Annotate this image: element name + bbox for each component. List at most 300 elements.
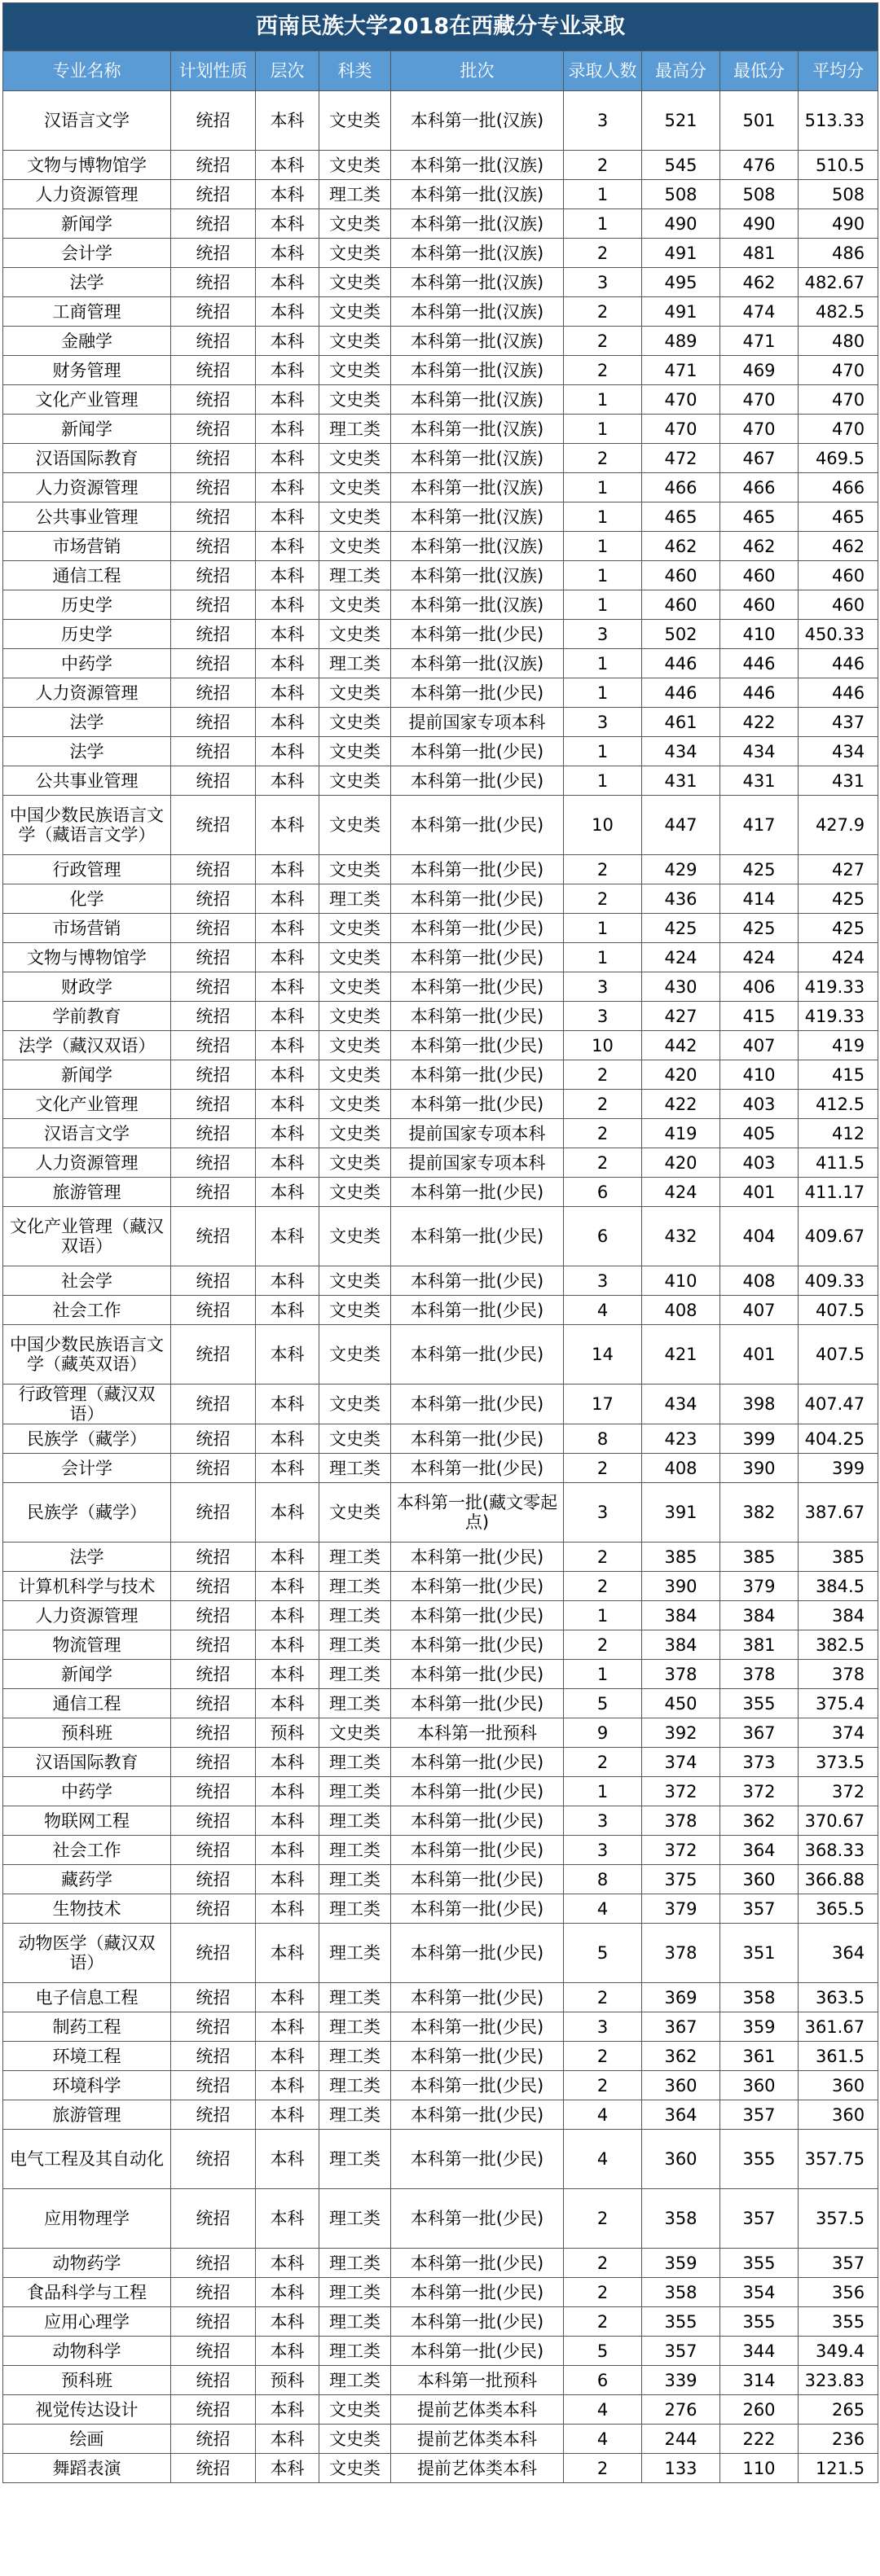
cell-avg-score: 374 <box>799 1718 878 1748</box>
cell-max-score: 408 <box>642 1454 720 1483</box>
cell-plan-type: 统招 <box>171 209 256 239</box>
cell-max-score: 358 <box>642 2189 720 2249</box>
cell-max-score: 244 <box>642 2425 720 2454</box>
cell-category: 文史类 <box>319 1266 391 1296</box>
cell-max-score: 360 <box>642 2130 720 2189</box>
cell-admitted-count: 2 <box>564 239 642 268</box>
cell-avg-score: 236 <box>799 2425 878 2454</box>
cell-plan-type: 统招 <box>171 385 256 415</box>
cell-max-score: 372 <box>642 1836 720 1865</box>
cell-min-score: 474 <box>720 297 799 327</box>
cell-major-name: 汉语国际教育 <box>3 444 171 473</box>
cell-min-score: 372 <box>720 1777 799 1806</box>
cell-level: 本科 <box>256 532 319 561</box>
cell-plan-type: 统招 <box>171 1630 256 1660</box>
cell-plan-type: 统招 <box>171 2012 256 2042</box>
cell-major-name: 文物与博物馆学 <box>3 943 171 972</box>
cell-admitted-count: 3 <box>564 1483 642 1543</box>
cell-min-score: 222 <box>720 2425 799 2454</box>
cell-plan-type: 统招 <box>171 297 256 327</box>
cell-admitted-count: 6 <box>564 1178 642 1207</box>
cell-batch: 本科第一批(汉族) <box>391 649 564 678</box>
cell-avg-score: 412.5 <box>799 1090 878 1119</box>
table-row <box>3 2307 878 2337</box>
cell-avg-score: 434 <box>799 737 878 766</box>
table-row <box>3 1148 878 1178</box>
cell-admitted-count: 10 <box>564 1031 642 1060</box>
cell-plan-type: 统招 <box>171 590 256 620</box>
cell-category: 文史类 <box>319 708 391 737</box>
cell-admitted-count: 2 <box>564 855 642 884</box>
column-header-avg-score: 平均分 <box>799 51 878 91</box>
cell-plan-type: 统招 <box>171 1266 256 1296</box>
cell-batch: 本科第一批(少民) <box>391 766 564 796</box>
cell-plan-type: 统招 <box>171 1689 256 1718</box>
cell-admitted-count: 5 <box>564 1924 642 1983</box>
cell-min-score: 460 <box>720 561 799 590</box>
cell-category: 理工类 <box>319 1689 391 1718</box>
header-row <box>3 51 878 91</box>
cell-avg-score: 365.5 <box>799 1894 878 1924</box>
cell-category: 文史类 <box>319 1090 391 1119</box>
cell-plan-type: 统招 <box>171 561 256 590</box>
cell-min-score: 358 <box>720 1983 799 2012</box>
cell-major-name: 应用心理学 <box>3 2307 171 2337</box>
table-row <box>3 1060 878 1090</box>
cell-max-score: 446 <box>642 678 720 708</box>
table-row <box>3 2012 878 2042</box>
cell-major-name: 民族学（藏学） <box>3 1424 171 1454</box>
cell-max-score: 495 <box>642 268 720 297</box>
cell-category: 理工类 <box>319 2307 391 2337</box>
cell-plan-type: 统招 <box>171 943 256 972</box>
cell-major-name: 预科班 <box>3 2366 171 2395</box>
cell-admitted-count: 3 <box>564 268 642 297</box>
cell-batch: 本科第一批(少民) <box>391 2071 564 2100</box>
cell-level: 本科 <box>256 2425 319 2454</box>
cell-max-score: 460 <box>642 561 720 590</box>
cell-level: 本科 <box>256 268 319 297</box>
cell-avg-score: 470 <box>799 385 878 415</box>
cell-batch: 本科第一批(少民) <box>391 1296 564 1325</box>
cell-max-score: 420 <box>642 1148 720 1178</box>
cell-min-score: 446 <box>720 678 799 708</box>
cell-admitted-count: 1 <box>564 1660 642 1689</box>
cell-plan-type: 统招 <box>171 268 256 297</box>
cell-major-name: 旅游管理 <box>3 1178 171 1207</box>
cell-major-name: 行政管理（藏汉双语） <box>3 1385 171 1424</box>
cell-category: 理工类 <box>319 1660 391 1689</box>
table-row <box>3 1385 878 1424</box>
cell-category: 理工类 <box>319 2189 391 2249</box>
cell-level: 本科 <box>256 2337 319 2366</box>
cell-batch: 本科第一批(汉族) <box>391 385 564 415</box>
cell-batch: 本科第一批(少民) <box>391 1385 564 1424</box>
cell-max-score: 378 <box>642 1924 720 1983</box>
cell-min-score: 390 <box>720 1454 799 1483</box>
cell-batch: 本科第一批(汉族) <box>391 180 564 209</box>
cell-plan-type: 统招 <box>171 91 256 151</box>
cell-batch: 本科第一批(少民) <box>391 2189 564 2249</box>
table-row <box>3 239 878 268</box>
cell-major-name: 动物医学（藏汉双语） <box>3 1924 171 1983</box>
cell-batch: 提前艺体类本科 <box>391 2425 564 2454</box>
cell-admitted-count: 2 <box>564 2042 642 2071</box>
cell-min-score: 378 <box>720 1660 799 1689</box>
cell-avg-score: 357.75 <box>799 2130 878 2189</box>
cell-level: 本科 <box>256 1836 319 1865</box>
cell-batch: 本科第一批(汉族) <box>391 473 564 502</box>
cell-major-name: 动物科学 <box>3 2337 171 2366</box>
cell-major-name: 金融学 <box>3 327 171 356</box>
cell-category: 理工类 <box>319 1572 391 1601</box>
cell-admitted-count: 2 <box>564 1543 642 1572</box>
cell-min-score: 398 <box>720 1385 799 1424</box>
cell-level: 本科 <box>256 151 319 180</box>
cell-avg-score: 411.17 <box>799 1178 878 1207</box>
cell-level: 本科 <box>256 649 319 678</box>
cell-min-score: 355 <box>720 1689 799 1718</box>
cell-level: 本科 <box>256 444 319 473</box>
cell-avg-score: 437 <box>799 708 878 737</box>
cell-major-name: 旅游管理 <box>3 2100 171 2130</box>
cell-category: 文史类 <box>319 1385 391 1424</box>
cell-plan-type: 统招 <box>171 649 256 678</box>
cell-plan-type: 统招 <box>171 473 256 502</box>
cell-admitted-count: 8 <box>564 1424 642 1454</box>
cell-batch: 本科第一批(少民) <box>391 1178 564 1207</box>
cell-max-score: 430 <box>642 972 720 1002</box>
cell-max-score: 472 <box>642 444 720 473</box>
cell-plan-type: 统招 <box>171 1924 256 1983</box>
column-header-level: 层次 <box>256 51 319 91</box>
cell-plan-type: 统招 <box>171 1119 256 1148</box>
table-row <box>3 855 878 884</box>
cell-major-name: 法学 <box>3 708 171 737</box>
table-row <box>3 356 878 385</box>
cell-category: 理工类 <box>319 1865 391 1894</box>
table-row <box>3 297 878 327</box>
cell-max-score: 369 <box>642 1983 720 2012</box>
cell-category: 文史类 <box>319 1031 391 1060</box>
cell-max-score: 420 <box>642 1060 720 1090</box>
cell-level: 本科 <box>256 1424 319 1454</box>
cell-level: 本科 <box>256 91 319 151</box>
cell-avg-score: 387.67 <box>799 1483 878 1543</box>
table-row <box>3 2395 878 2425</box>
table-row <box>3 796 878 855</box>
cell-avg-score: 411.5 <box>799 1148 878 1178</box>
cell-level: 本科 <box>256 1002 319 1031</box>
cell-plan-type: 统招 <box>171 1207 256 1266</box>
cell-major-name: 舞蹈表演 <box>3 2454 171 2483</box>
table-row <box>3 532 878 561</box>
cell-admitted-count: 2 <box>564 884 642 914</box>
cell-major-name: 通信工程 <box>3 1689 171 1718</box>
cell-plan-type: 统招 <box>171 2042 256 2071</box>
cell-plan-type: 统招 <box>171 2366 256 2395</box>
cell-major-name: 新闻学 <box>3 415 171 444</box>
cell-min-score: 403 <box>720 1090 799 1119</box>
cell-level: 本科 <box>256 180 319 209</box>
cell-avg-score: 510.5 <box>799 151 878 180</box>
cell-plan-type: 统招 <box>171 1148 256 1178</box>
cell-admitted-count: 3 <box>564 1266 642 1296</box>
cell-max-score: 385 <box>642 1543 720 1572</box>
cell-plan-type: 统招 <box>171 708 256 737</box>
cell-major-name: 视觉传达设计 <box>3 2395 171 2425</box>
cell-batch: 本科第一批(少民) <box>391 1601 564 1630</box>
cell-admitted-count: 3 <box>564 620 642 649</box>
cell-major-name: 法学 <box>3 268 171 297</box>
cell-batch: 本科第一批(汉族) <box>391 444 564 473</box>
cell-max-score: 424 <box>642 1178 720 1207</box>
cell-category: 理工类 <box>319 2130 391 2189</box>
table-row <box>3 1572 878 1601</box>
cell-batch: 本科第一批(汉族) <box>391 297 564 327</box>
cell-batch: 本科第一批(少民) <box>391 1002 564 1031</box>
cell-category: 文史类 <box>319 1178 391 1207</box>
cell-level: 本科 <box>256 1983 319 2012</box>
cell-plan-type: 统招 <box>171 1543 256 1572</box>
cell-plan-type: 统招 <box>171 1031 256 1060</box>
cell-batch: 本科第一批(少民) <box>391 2249 564 2278</box>
cell-admitted-count: 2 <box>564 1748 642 1777</box>
cell-avg-score: 446 <box>799 678 878 708</box>
cell-batch: 本科第一批(少民) <box>391 1777 564 1806</box>
cell-admitted-count: 4 <box>564 2425 642 2454</box>
cell-category: 文史类 <box>319 268 391 297</box>
cell-admitted-count: 1 <box>564 943 642 972</box>
cell-plan-type: 统招 <box>171 1002 256 1031</box>
column-header-max-score: 最高分 <box>642 51 720 91</box>
cell-admitted-count: 3 <box>564 1836 642 1865</box>
cell-level: 本科 <box>256 2307 319 2337</box>
cell-level: 本科 <box>256 385 319 415</box>
cell-batch: 本科第一批(少民) <box>391 2042 564 2071</box>
cell-avg-score: 431 <box>799 766 878 796</box>
cell-avg-score: 375.4 <box>799 1689 878 1718</box>
cell-plan-type: 统招 <box>171 1718 256 1748</box>
cell-batch: 本科第一批(少民) <box>391 1924 564 1983</box>
cell-max-score: 421 <box>642 1325 720 1385</box>
cell-batch: 本科第一批(少民) <box>391 737 564 766</box>
cell-level: 本科 <box>256 1689 319 1718</box>
cell-batch: 本科第一批(汉族) <box>391 356 564 385</box>
cell-avg-score: 409.33 <box>799 1266 878 1296</box>
cell-admitted-count: 1 <box>564 678 642 708</box>
cell-major-name: 市场营销 <box>3 532 171 561</box>
cell-plan-type: 统招 <box>171 327 256 356</box>
table-row <box>3 1090 878 1119</box>
table-row <box>3 620 878 649</box>
cell-plan-type: 统招 <box>171 796 256 855</box>
cell-batch: 本科第一批(汉族) <box>391 532 564 561</box>
cell-plan-type: 统招 <box>171 1296 256 1325</box>
cell-min-score: 469 <box>720 356 799 385</box>
cell-batch: 本科第一批(少民) <box>391 1689 564 1718</box>
cell-category: 理工类 <box>319 1806 391 1836</box>
cell-batch: 本科第一批(少民) <box>391 2337 564 2366</box>
cell-batch: 本科第一批(少民) <box>391 678 564 708</box>
cell-avg-score: 508 <box>799 180 878 209</box>
cell-plan-type: 统招 <box>171 2395 256 2425</box>
cell-admitted-count: 1 <box>564 737 642 766</box>
cell-admitted-count: 1 <box>564 473 642 502</box>
cell-avg-score: 357 <box>799 2249 878 2278</box>
cell-level: 本科 <box>256 2042 319 2071</box>
cell-max-score: 460 <box>642 590 720 620</box>
cell-batch: 本科第一批(少民) <box>391 855 564 884</box>
table-row <box>3 943 878 972</box>
cell-admitted-count: 2 <box>564 356 642 385</box>
cell-max-score: 422 <box>642 1090 720 1119</box>
cell-avg-score: 356 <box>799 2278 878 2307</box>
cell-admitted-count: 9 <box>564 1718 642 1748</box>
table-row <box>3 1454 878 1483</box>
cell-major-name: 新闻学 <box>3 209 171 239</box>
cell-avg-score: 361.5 <box>799 2042 878 2071</box>
cell-batch: 本科第一批(少民) <box>391 884 564 914</box>
cell-admitted-count: 2 <box>564 297 642 327</box>
cell-batch: 本科第一批(汉族) <box>391 415 564 444</box>
table-row <box>3 1806 878 1836</box>
cell-plan-type: 统招 <box>171 1660 256 1689</box>
cell-category: 文史类 <box>319 209 391 239</box>
cell-level: 本科 <box>256 590 319 620</box>
table-row <box>3 1630 878 1660</box>
column-header-admitted-count: 录取人数 <box>564 51 642 91</box>
cell-avg-score: 121.5 <box>799 2454 878 2483</box>
table-row <box>3 151 878 180</box>
cell-max-score: 461 <box>642 708 720 737</box>
cell-avg-score: 404.25 <box>799 1424 878 1454</box>
cell-batch: 本科第一批(汉族) <box>391 91 564 151</box>
cell-avg-score: 370.67 <box>799 1806 878 1836</box>
cell-admitted-count: 4 <box>564 2395 642 2425</box>
cell-batch: 本科第一批(汉族) <box>391 590 564 620</box>
cell-avg-score: 357.5 <box>799 2189 878 2249</box>
cell-category: 文史类 <box>319 766 391 796</box>
table-row <box>3 1894 878 1924</box>
cell-admitted-count: 1 <box>564 385 642 415</box>
cell-batch: 本科第一批(汉族) <box>391 327 564 356</box>
cell-max-score: 491 <box>642 297 720 327</box>
cell-category: 理工类 <box>319 2249 391 2278</box>
cell-avg-score: 372 <box>799 1777 878 1806</box>
cell-level: 本科 <box>256 1119 319 1148</box>
cell-avg-score: 373.5 <box>799 1748 878 1777</box>
cell-major-name: 人力资源管理 <box>3 473 171 502</box>
cell-plan-type: 统招 <box>171 1325 256 1385</box>
column-header-batch: 批次 <box>391 51 564 91</box>
cell-avg-score: 462 <box>799 532 878 561</box>
table-row <box>3 209 878 239</box>
cell-level: 预科 <box>256 2366 319 2395</box>
cell-batch: 本科第一批(少民) <box>391 1806 564 1836</box>
cell-plan-type: 统招 <box>171 737 256 766</box>
table-row <box>3 473 878 502</box>
table-row <box>3 444 878 473</box>
table-row <box>3 1689 878 1718</box>
cell-major-name: 法学 <box>3 737 171 766</box>
cell-avg-score: 486 <box>799 239 878 268</box>
cell-major-name: 行政管理 <box>3 855 171 884</box>
cell-major-name: 社会工作 <box>3 1296 171 1325</box>
cell-major-name: 物流管理 <box>3 1630 171 1660</box>
cell-batch: 本科第一批(少民) <box>391 1543 564 1572</box>
cell-category: 文史类 <box>319 1325 391 1385</box>
cell-avg-score: 407.47 <box>799 1385 878 1424</box>
cell-level: 本科 <box>256 2189 319 2249</box>
cell-category: 理工类 <box>319 2278 391 2307</box>
table-row <box>3 1207 878 1266</box>
cell-category: 文史类 <box>319 943 391 972</box>
cell-batch: 本科第一批(少民) <box>391 1060 564 1090</box>
cell-admitted-count: 4 <box>564 2100 642 2130</box>
cell-min-score: 382 <box>720 1483 799 1543</box>
cell-category: 文史类 <box>319 590 391 620</box>
cell-batch: 提前国家专项本科 <box>391 708 564 737</box>
cell-min-score: 466 <box>720 473 799 502</box>
cell-batch: 本科第一批(少民) <box>391 1660 564 1689</box>
cell-category: 文史类 <box>319 1148 391 1178</box>
cell-batch: 本科第一批(少民) <box>391 1325 564 1385</box>
cell-category: 文史类 <box>319 444 391 473</box>
cell-level: 本科 <box>256 1572 319 1601</box>
cell-admitted-count: 5 <box>564 1689 642 1718</box>
table-row <box>3 1836 878 1865</box>
cell-level: 本科 <box>256 884 319 914</box>
cell-min-score: 467 <box>720 444 799 473</box>
cell-category: 理工类 <box>319 2366 391 2395</box>
cell-level: 本科 <box>256 1296 319 1325</box>
table-row <box>3 1660 878 1689</box>
cell-min-score: 410 <box>720 620 799 649</box>
cell-major-name: 财政学 <box>3 972 171 1002</box>
cell-major-name: 会计学 <box>3 1454 171 1483</box>
cell-major-name: 汉语言文学 <box>3 91 171 151</box>
cell-category: 理工类 <box>319 1748 391 1777</box>
cell-avg-score: 425 <box>799 884 878 914</box>
cell-category: 文史类 <box>319 678 391 708</box>
cell-min-score: 417 <box>720 796 799 855</box>
cell-major-name: 法学 <box>3 1543 171 1572</box>
cell-max-score: 442 <box>642 1031 720 1060</box>
cell-level: 预科 <box>256 1718 319 1748</box>
cell-admitted-count: 5 <box>564 2337 642 2366</box>
table-row <box>3 561 878 590</box>
cell-admitted-count: 1 <box>564 914 642 943</box>
cell-admitted-count: 1 <box>564 766 642 796</box>
cell-avg-score: 490 <box>799 209 878 239</box>
cell-avg-score: 355 <box>799 2307 878 2337</box>
cell-min-score: 355 <box>720 2307 799 2337</box>
table-row <box>3 1325 878 1385</box>
cell-level: 本科 <box>256 1630 319 1660</box>
cell-major-name: 新闻学 <box>3 1060 171 1090</box>
cell-avg-score: 482.5 <box>799 297 878 327</box>
cell-major-name: 文化产业管理 <box>3 1090 171 1119</box>
cell-plan-type: 统招 <box>171 1806 256 1836</box>
cell-min-score: 431 <box>720 766 799 796</box>
cell-category: 文史类 <box>319 91 391 151</box>
cell-min-score: 373 <box>720 1748 799 1777</box>
cell-batch: 本科第一批(少民) <box>391 1865 564 1894</box>
cell-admitted-count: 1 <box>564 1601 642 1630</box>
table-row <box>3 2337 878 2366</box>
cell-max-score: 471 <box>642 356 720 385</box>
